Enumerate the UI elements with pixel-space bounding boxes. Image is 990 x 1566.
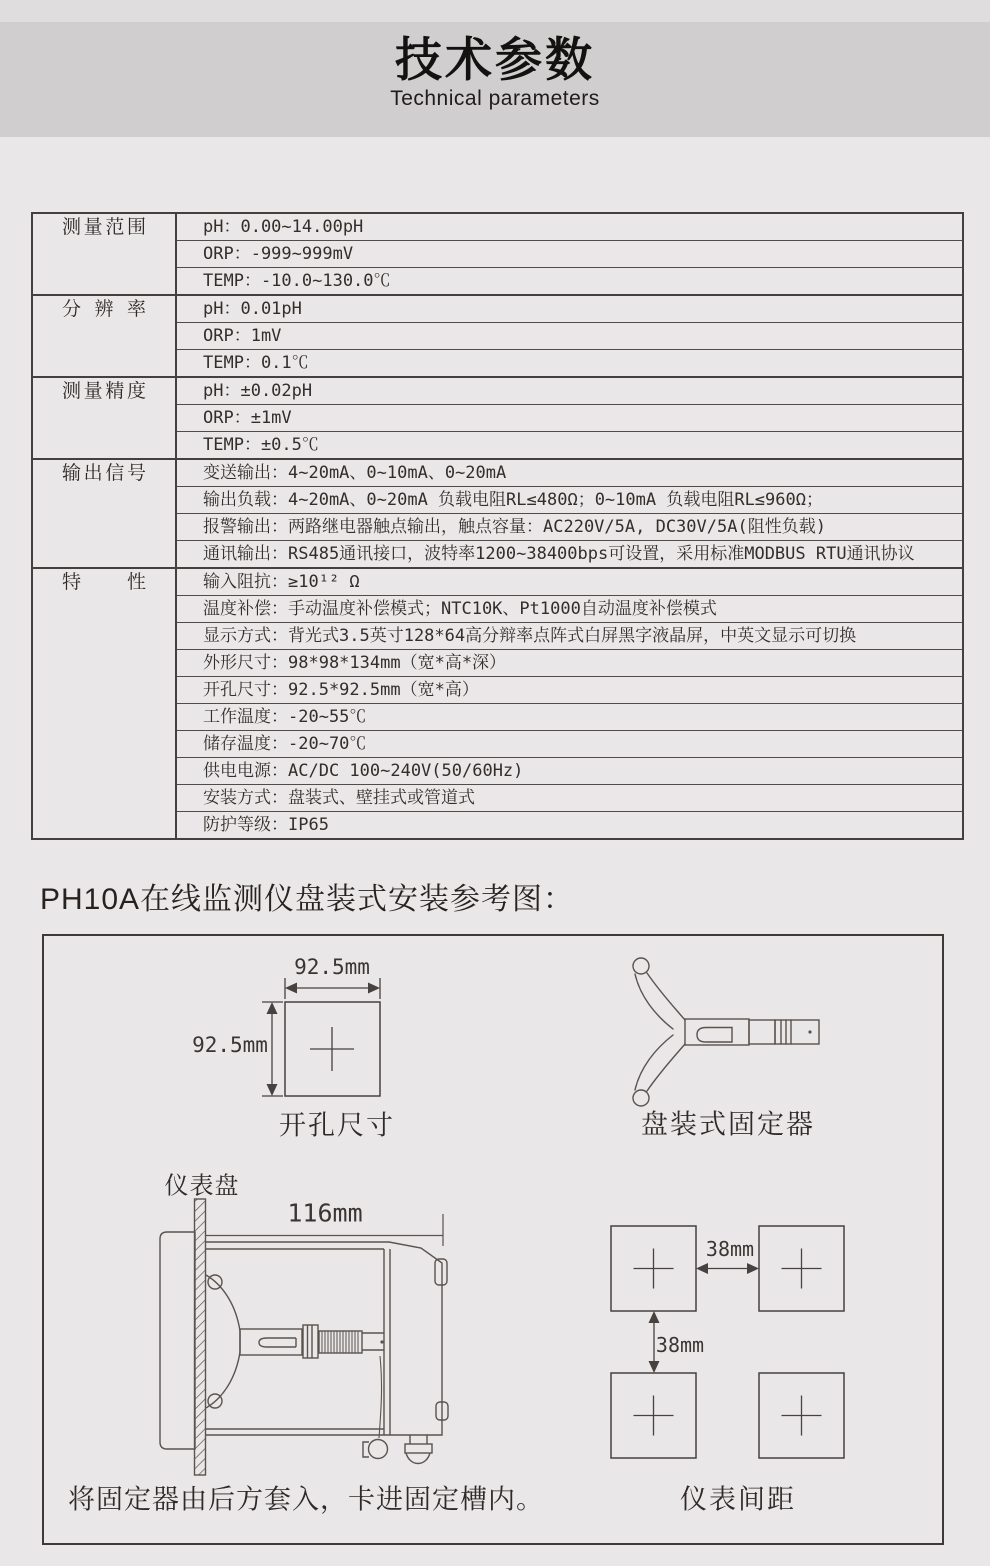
cutout-width-dimension-lines [285,978,380,999]
spec-value: 储存温度：-20~70℃ [176,731,963,758]
spec-category-label: 特性 [62,572,146,593]
cutout-width-dim: 92.5mm [294,955,370,979]
spacing-h-dim: 38mm [705,1237,755,1261]
spec-category [32,213,176,295]
spec-value: 变送输出：4~20mA、0~10mA、0~20mA [176,459,963,487]
installation-diagram-box [42,934,944,1545]
panel-fixture-drawing [633,958,819,1106]
section-title: PH10A在线监测仪盘装式安装参考图： [40,883,575,916]
cutout-height-dim: 92.5mm [192,1033,268,1057]
ground-screw [369,1440,388,1459]
spec-value: pH：±0.02pH [176,377,963,405]
fixture-cone [206,1275,240,1408]
installation-diagram-canvas [44,936,942,1543]
spec-category [32,568,176,839]
spec-value: 报警输出：两路继电器触点输出，触点容量：AC220V/5A, DC30V/5A(阻性负载) [176,514,963,541]
spec-category [32,459,176,568]
crosshair-icon [310,1027,354,1071]
spec-value: ORP：±1mV [176,405,963,432]
cable-gland [405,1435,432,1464]
spacing-v-dim: 38mm [655,1333,705,1357]
cutout-caption: 开孔尺寸 [279,1110,395,1141]
header-band [0,22,990,137]
page-title: 技术参数 [395,33,595,86]
spec-category-label: 测量范围 [62,217,146,238]
spec-value: TEMP：0.1℃ [176,350,963,378]
spec-value: ORP：1mV [176,323,963,350]
spacing-caption: 仪表间距 [680,1484,796,1515]
spec-value: TEMP：±0.5℃ [176,432,963,460]
panel-label: 仪表盘 [164,1172,240,1200]
page-subtitle: Technical parameters [390,87,600,110]
spec-value: 开孔尺寸：92.5*92.5mm（宽*高） [176,677,963,704]
spec-value: 防护等级：IP65 [176,812,963,840]
spec-category-label: 输出信号 [62,463,146,484]
top-strip [0,0,990,22]
spec-value: 安装方式：盘装式、壁挂式或管道式 [176,785,963,812]
spec-value: pH：0.01pH [176,295,963,323]
panel-mount-side-view [160,1199,448,1475]
spec-table [31,212,964,840]
cutout-diagram [262,978,380,1096]
spec-value: 温度补偿：手动温度补偿模式；NTC10K、Pt1000自动温度补偿模式 [176,596,963,623]
depth-dim: 116mm [287,1198,363,1228]
fixture-caption: 盘装式固定器 [641,1109,815,1140]
spec-value: 显示方式：背光式3.5英寸128*64高分辩率点阵式白屏黑字液晶屏，中英文显示可切换 [176,623,963,650]
spec-category-label: 分辨率 [62,299,146,320]
panel-view-caption: 将固定器由后方套入，卡进固定槽内。 [68,1484,544,1515]
panel-wall [195,1199,206,1475]
spec-category [32,295,176,377]
spec-value: 外形尺寸：98*98*134mm（宽*高*深） [176,650,963,677]
spec-value: pH：0.00~14.00pH [176,213,963,241]
spec-value: 工作温度：-20~55℃ [176,704,963,731]
spec-value: ORP：-999~999mV [176,241,963,268]
instrument-bezel [160,1232,195,1449]
spec-category [32,377,176,459]
spec-value: 输出负载：4~20mA、0~20mA 负载电阻RL≤480Ω；0~10mA 负载电阻RL≤960Ω； [176,487,963,514]
spec-category-label: 测量精度 [62,381,146,402]
instrument-body [206,1242,442,1435]
spacing-h-arrow [696,1263,759,1274]
spec-value: 通讯输出：RS485通讯接口，波特率1200~38400bps可设置，采用标准MODBUS RTU通讯协议 [176,541,963,569]
spec-value: TEMP：-10.0~130.0℃ [176,268,963,296]
spec-value: 供电电源：AC/DC 100~240V(50/60Hz) [176,758,963,785]
spec-value: 输入阻抗：≥10¹² Ω [176,568,963,596]
